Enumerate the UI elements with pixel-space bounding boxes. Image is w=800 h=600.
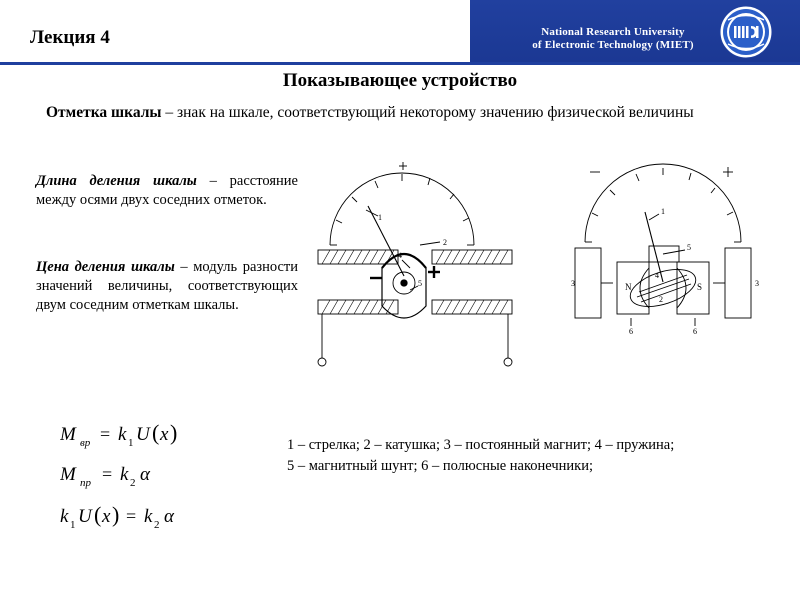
formula-1 (60, 420, 177, 449)
svg-text:=: = (100, 424, 111, 444)
definition-scale-division-length-term: Длина деления шкалы (36, 173, 197, 189)
figure-legend (287, 435, 777, 477)
miet-logo-icon (718, 4, 774, 60)
figure-left-label-4: 4 (398, 251, 402, 260)
header-divider (0, 62, 800, 65)
definition-scale-division-value (36, 258, 298, 315)
svg-text:1: 1 (128, 437, 134, 449)
formula-block (60, 420, 275, 550)
university-name-line1: National Research University (541, 26, 685, 38)
svg-text:α: α (140, 464, 150, 485)
figure-right-label-S: S (697, 282, 703, 292)
measuring-device-magnet-view-figure (545, 150, 785, 380)
definition-scale-division-value-term: Цена деления шкалы (36, 259, 175, 275)
svg-text:(: ( (152, 420, 160, 445)
svg-text:пр: пр (80, 477, 91, 489)
figure-legend-line-2: 5 – магнитный шунт; 6 – полюсные наконечники; (287, 458, 593, 474)
figure-right-label-1: 1 (661, 207, 665, 216)
svg-text:x: x (102, 506, 111, 527)
measuring-device-front-view-figure (300, 150, 530, 380)
svg-text:M: M (60, 424, 76, 445)
formula-2 (60, 464, 151, 489)
figure-left-label-5: 5 (418, 279, 422, 288)
svg-text:U: U (78, 506, 92, 527)
figure-right-label-4: 4 (655, 271, 659, 280)
svg-text:x: x (160, 424, 169, 445)
definition-scale-mark (46, 103, 756, 123)
figure-right-label-5: 5 (687, 243, 691, 252)
university-name-line2: of Electronic Technology (MIET) (532, 39, 694, 51)
figure-right-label-3-left: 3 (571, 279, 575, 288)
svg-text:(: ( (94, 502, 102, 527)
svg-text:M: M (60, 464, 76, 485)
svg-text:k: k (144, 506, 153, 527)
svg-text:k: k (60, 506, 69, 527)
formula-3 (60, 502, 175, 531)
figure-right-label-6-right: 6 (693, 327, 697, 336)
svg-text:k: k (118, 424, 127, 445)
svg-text:=: = (126, 506, 137, 526)
page-title: Показывающее устройство (282, 70, 518, 91)
figure-right-label-3-right: 3 (755, 279, 759, 288)
definition-scale-division-value-body: – модуль разности значений величины, соответствующих двум соседним отметкам шкалы. (36, 259, 299, 313)
figure-left-label-2: 2 (443, 238, 447, 247)
svg-text:1: 1 (70, 519, 76, 531)
figure-right-label-N: N (625, 282, 632, 292)
svg-text:2: 2 (130, 477, 136, 489)
figure-left-label-1: 1 (378, 213, 382, 222)
figure-legend-line-1: 1 – стрелка; 2 – катушка; 3 – постоянный магнит; 4 – пружина; (287, 437, 675, 453)
svg-text:): ) (112, 502, 120, 527)
svg-text:=: = (102, 464, 113, 484)
definition-scale-division-length (36, 172, 298, 210)
definition-scale-mark-term: Отметка шкалы (46, 104, 162, 121)
svg-text:2: 2 (154, 519, 160, 531)
svg-text:): ) (170, 420, 178, 445)
slide-header (0, 0, 800, 62)
lecture-title: Лекция 4 (30, 27, 110, 48)
svg-text:вр: вр (80, 437, 91, 449)
figure-right-label-6-left: 6 (629, 327, 633, 336)
university-name (498, 26, 728, 52)
svg-text:k: k (120, 464, 129, 485)
figure-right-label-2: 2 (659, 295, 663, 304)
svg-text:U: U (136, 424, 150, 445)
definition-scale-division-length-body: – расстояние между осями двух соседних отметок. (36, 173, 298, 208)
svg-text:α: α (164, 506, 174, 527)
definition-scale-mark-body: – знак на шкале, соответствующий некоторому значению физической величины (161, 104, 694, 121)
